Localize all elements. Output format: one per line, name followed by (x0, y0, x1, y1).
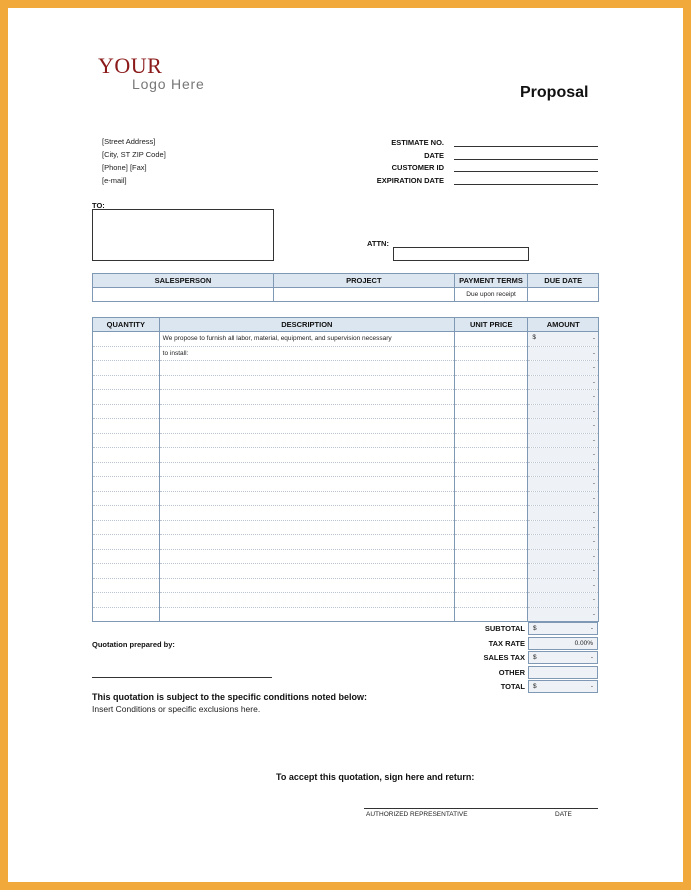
company-email[interactable]: [e-mail] (102, 176, 127, 185)
description-cell[interactable] (159, 564, 454, 579)
items-header-row (93, 318, 599, 332)
amount-cell (528, 404, 599, 419)
table-row (93, 549, 599, 564)
amount-value: - (592, 494, 595, 502)
unit-price-cell[interactable] (454, 462, 527, 477)
attn-field[interactable] (393, 247, 529, 261)
proposal-sheet (8, 8, 683, 882)
description-cell[interactable] (159, 448, 454, 463)
amount-cell (528, 462, 599, 477)
total-value-box (528, 622, 598, 635)
unit-price-cell[interactable] (454, 448, 527, 463)
table-row (93, 361, 599, 376)
total-value: 0.00% (574, 639, 593, 647)
to-address-box[interactable] (92, 209, 274, 261)
description-cell[interactable] (159, 578, 454, 593)
total-value: - (590, 683, 593, 690)
table-row (93, 390, 599, 405)
quantity-cell[interactable] (93, 593, 160, 608)
table-row (93, 448, 599, 463)
unit-price-cell[interactable] (454, 520, 527, 535)
amount-value: - (592, 610, 595, 618)
amount-value: - (592, 480, 595, 488)
unit-price-header: UNIT PRICE (454, 318, 527, 332)
description-cell[interactable] (159, 462, 454, 477)
unit-price-cell[interactable] (454, 375, 527, 390)
quantity-header: QUANTITY (93, 318, 160, 332)
amount-value: - (592, 596, 595, 604)
amount-value: - (592, 422, 595, 430)
items-table (92, 317, 599, 622)
total-label-tax-rate: TAX RATE (488, 638, 525, 648)
payment-terms-header: PAYMENT TERMS (454, 274, 528, 288)
quantity-cell[interactable] (93, 332, 160, 347)
description-cell[interactable] (159, 433, 454, 448)
total-label-total: TOTAL (500, 682, 525, 691)
total-value-box (528, 680, 598, 693)
project-header: PROJECT (273, 274, 454, 288)
unit-price-cell[interactable] (454, 578, 527, 593)
quantity-cell[interactable] (93, 535, 160, 550)
description-cell[interactable] (159, 404, 454, 419)
payment-terms-cell[interactable]: Due upon receipt (454, 288, 528, 302)
quantity-cell[interactable] (93, 506, 160, 521)
salesperson-cell[interactable] (93, 288, 274, 302)
table-row (93, 477, 599, 492)
amount-cell (528, 375, 599, 390)
description-cell[interactable]: to install: (159, 346, 454, 361)
signature-line[interactable] (364, 808, 598, 809)
quantity-cell[interactable] (93, 564, 160, 579)
amount-value: - (592, 335, 595, 343)
company-street[interactable]: [Street Address] (102, 137, 156, 146)
amount-cell (528, 448, 599, 463)
date-label: DATE (424, 151, 444, 160)
prepared-by-label: Quotation prepared by: (92, 640, 175, 649)
unit-price-cell[interactable] (454, 564, 527, 579)
unit-price-cell[interactable] (454, 332, 527, 347)
table-row (93, 462, 599, 477)
estimate-no-field[interactable] (454, 146, 598, 147)
estimate-no-label: ESTIMATE NO. (391, 138, 444, 147)
page-title: Proposal (520, 84, 589, 101)
amount-value: - (592, 465, 595, 473)
table-row (93, 404, 599, 419)
signature-date-label: DATE (555, 811, 572, 818)
company-city[interactable]: [City, ST ZIP Code] (102, 150, 166, 159)
description-cell[interactable] (159, 419, 454, 434)
description-cell[interactable] (159, 593, 454, 608)
description-cell[interactable] (159, 549, 454, 564)
quantity-cell[interactable] (93, 361, 160, 376)
quantity-cell[interactable] (93, 491, 160, 506)
description-cell[interactable] (159, 520, 454, 535)
amount-value: - (592, 349, 595, 357)
quantity-cell[interactable] (93, 520, 160, 535)
amount-value: - (592, 538, 595, 546)
amount-cell (528, 535, 599, 550)
total-currency: $ (533, 683, 537, 690)
unit-price-cell[interactable] (454, 535, 527, 550)
amount-cell (528, 607, 599, 622)
description-header: DESCRIPTION (159, 318, 454, 332)
total-value: - (590, 625, 593, 632)
description-cell[interactable] (159, 361, 454, 376)
unit-price-cell[interactable] (454, 549, 527, 564)
total-currency: $ (533, 625, 537, 632)
description-cell[interactable] (159, 535, 454, 550)
table-row (93, 506, 599, 521)
table-row (93, 593, 599, 608)
table-row (93, 564, 599, 579)
unit-price-cell[interactable] (454, 593, 527, 608)
quantity-cell[interactable] (93, 419, 160, 434)
description-cell[interactable] (159, 607, 454, 622)
quantity-cell[interactable] (93, 549, 160, 564)
amount-header: AMOUNT (528, 318, 599, 332)
amount-value: - (592, 567, 595, 575)
logo-text-your: YOUR (98, 53, 163, 78)
table-row (93, 607, 599, 622)
amount-cell (528, 390, 599, 405)
amount-cell (528, 433, 599, 448)
amount-value: - (592, 581, 595, 589)
amount-value: - (592, 523, 595, 531)
due-date-header: DUE DATE (528, 274, 599, 288)
unit-price-cell[interactable] (454, 491, 527, 506)
unit-price-cell[interactable] (454, 506, 527, 521)
quantity-cell[interactable] (93, 375, 160, 390)
unit-price-cell[interactable] (454, 477, 527, 492)
amount-cell (528, 520, 599, 535)
amount-value: - (592, 407, 595, 415)
quantity-cell[interactable] (93, 390, 160, 405)
table-row (93, 578, 599, 593)
unit-price-cell[interactable] (454, 433, 527, 448)
amount-cell (528, 578, 599, 593)
total-value-box (528, 637, 598, 650)
description-cell[interactable] (159, 375, 454, 390)
table-row (93, 332, 599, 347)
quantity-cell[interactable] (93, 607, 160, 622)
total-label-subtotal: SUBTOTAL (484, 624, 525, 633)
customer-id-label: CUSTOMER ID (391, 163, 444, 172)
prepared-by-line[interactable] (92, 677, 272, 678)
quantity-cell[interactable] (93, 477, 160, 492)
amount-currency: $ (532, 334, 537, 341)
info-table (92, 273, 599, 302)
quantity-cell[interactable] (93, 448, 160, 463)
quantity-cell[interactable] (93, 578, 160, 593)
amount-cell (528, 564, 599, 579)
unit-price-cell[interactable] (454, 346, 527, 361)
amount-cell (528, 477, 599, 492)
unit-price-cell[interactable] (454, 419, 527, 434)
quantity-cell[interactable] (93, 462, 160, 477)
attn-label: ATTN: (367, 239, 389, 248)
total-label-sales-tax: SALES TAX (483, 653, 525, 662)
amount-value: - (592, 436, 595, 444)
signature-label: AUTHORIZED REPRESENTATIVE (366, 811, 468, 818)
description-cell[interactable] (159, 477, 454, 492)
total-currency: $ (533, 654, 537, 661)
project-cell[interactable] (273, 288, 454, 302)
description-cell[interactable]: We propose to furnish all labor, material, equipment, and supervision necessary (159, 332, 454, 347)
amount-value: - (592, 552, 595, 560)
info-header-row (93, 274, 599, 288)
customer-id-field[interactable] (454, 171, 598, 172)
amount-value: - (592, 378, 595, 386)
table-row (93, 491, 599, 506)
to-label: TO: (92, 201, 105, 210)
total-value: - (590, 654, 593, 661)
description-cell[interactable] (159, 390, 454, 405)
expiration-date-label: EXPIRATION DATE (376, 176, 444, 185)
amount-cell (528, 419, 599, 434)
amount-value: - (592, 364, 595, 372)
due-date-cell[interactable] (528, 288, 599, 302)
logo-text-here: Logo Here (132, 76, 205, 92)
amount-value: - (592, 393, 595, 401)
description-cell[interactable] (159, 506, 454, 521)
amount-value: - (592, 509, 595, 517)
table-row (93, 419, 599, 434)
company-phone[interactable]: [Phone] [Fax] (102, 163, 147, 172)
total-label-other: OTHER (498, 667, 525, 677)
unit-price-cell[interactable] (454, 390, 527, 405)
table-row (93, 346, 599, 361)
accept-text: To accept this quotation, sign here and return: (276, 772, 475, 782)
quantity-cell[interactable] (93, 346, 160, 361)
amount-cell (528, 346, 599, 361)
amount-cell (528, 361, 599, 376)
amount-cell (528, 506, 599, 521)
table-row (93, 375, 599, 390)
amount-value: - (592, 451, 595, 459)
description-cell[interactable] (159, 491, 454, 506)
table-row (93, 433, 599, 448)
unit-price-cell[interactable] (454, 404, 527, 419)
salesperson-header: SALESPERSON (93, 274, 274, 288)
date-field[interactable] (454, 159, 598, 160)
info-value-row (93, 288, 599, 302)
total-value-box (528, 666, 598, 679)
amount-cell (528, 491, 599, 506)
expiration-date-field[interactable] (454, 184, 598, 185)
table-row (93, 520, 599, 535)
quantity-cell[interactable] (93, 404, 160, 419)
unit-price-cell[interactable] (454, 361, 527, 376)
unit-price-cell[interactable] (454, 607, 527, 622)
amount-cell (528, 593, 599, 608)
quantity-cell[interactable] (93, 433, 160, 448)
conditions-heading: This quotation is subject to the specific conditions noted below: (92, 692, 368, 702)
total-value-box (528, 651, 598, 664)
table-row (93, 535, 599, 550)
amount-cell (528, 549, 599, 564)
amount-cell (528, 332, 599, 347)
conditions-text[interactable]: Insert Conditions or specific exclusions here. (92, 704, 261, 714)
